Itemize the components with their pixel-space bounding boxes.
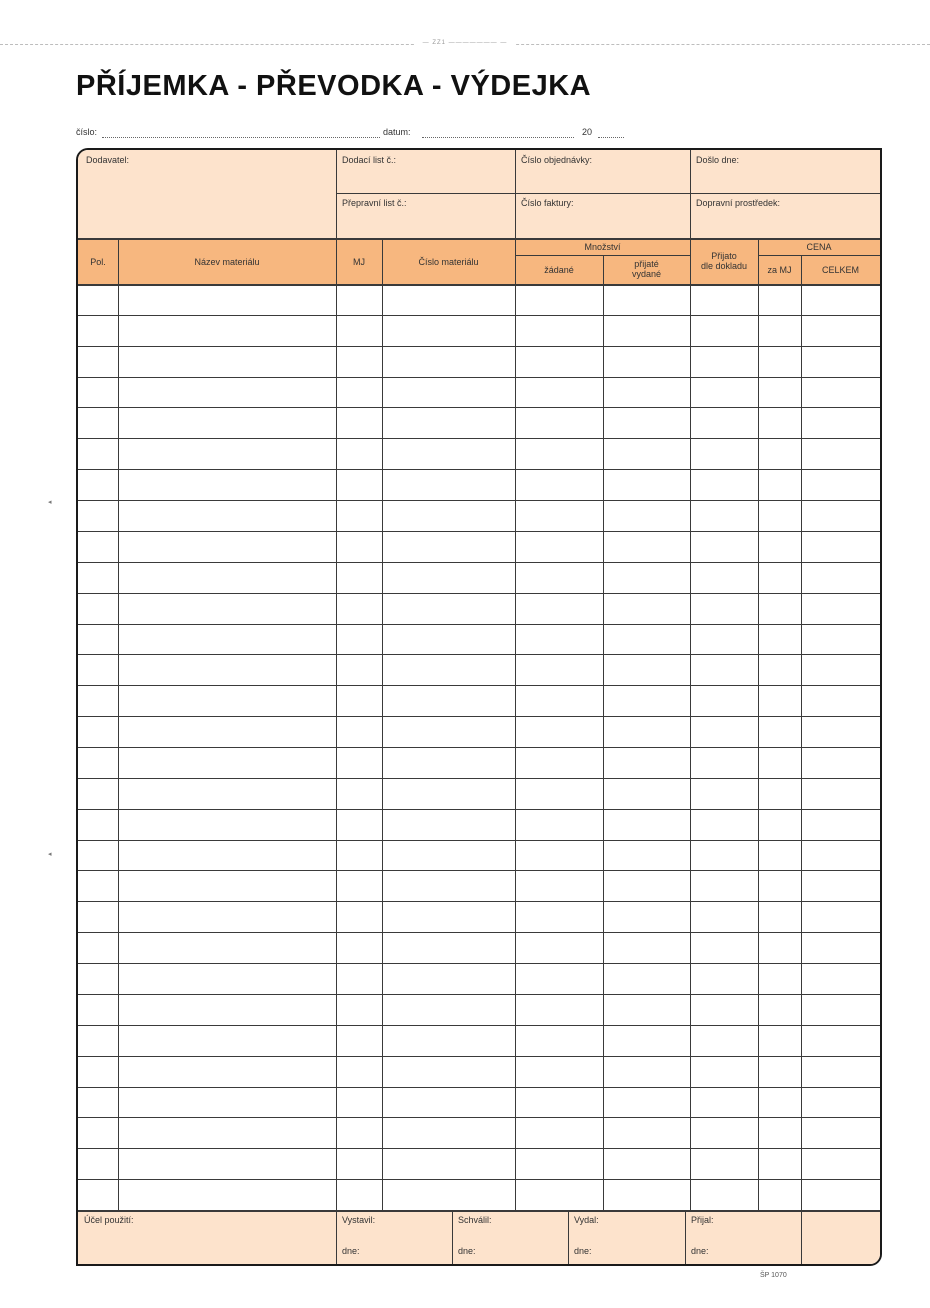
cislo-label: číslo: [76, 127, 98, 137]
col-pol: Pol. [90, 257, 106, 267]
prijal-dne-label: dne: [691, 1246, 709, 1256]
prijal-label: Přijal: [691, 1215, 714, 1225]
datum-label: datum: [383, 127, 411, 137]
row-divider [78, 901, 880, 902]
dodavatel-label: Dodavatel: [86, 155, 130, 165]
col-prijato-line2: dle dokladu [700, 261, 748, 271]
row-divider [78, 685, 880, 686]
col-prijate-line2: vydané [631, 269, 662, 279]
table-row[interactable] [78, 1148, 880, 1179]
table-row[interactable] [78, 624, 880, 655]
row-divider [78, 1179, 880, 1180]
row-divider [78, 1087, 880, 1088]
table-row[interactable] [78, 840, 880, 871]
table-row[interactable] [78, 346, 880, 377]
schvalil-dne-label: dne: [458, 1246, 476, 1256]
table-row[interactable] [78, 1179, 880, 1210]
top-tag: — ZZ1 ——————— — [415, 36, 515, 50]
table-row[interactable] [78, 377, 880, 408]
row-divider [78, 932, 880, 933]
table-row[interactable] [78, 469, 880, 500]
row-divider [78, 870, 880, 871]
table-row[interactable] [78, 778, 880, 809]
row-divider [78, 1148, 880, 1149]
row-divider [78, 716, 880, 717]
col-prijato-line1: Přijato [711, 251, 737, 261]
doslo-dne-label: Došlo dne: [696, 155, 740, 165]
table-row[interactable] [78, 1056, 880, 1087]
row-divider [78, 407, 880, 408]
row-divider [78, 840, 880, 841]
col-cena: CENA [806, 242, 832, 252]
col-zadane: žádané [544, 265, 574, 275]
table-row[interactable] [78, 716, 880, 747]
row-divider [78, 346, 880, 347]
table-row[interactable] [78, 901, 880, 932]
dopravni-prostredek-label: Dopravní prostředek: [696, 198, 781, 208]
col-za-mj: za MJ [767, 265, 792, 275]
ucel-pouziti-label: Účel použití: [84, 1215, 134, 1225]
col-mnozstvi: Množství [584, 242, 621, 252]
table-row[interactable] [78, 1087, 880, 1118]
table-row[interactable] [78, 685, 880, 716]
row-divider [78, 562, 880, 563]
year-field[interactable] [598, 137, 624, 138]
row-divider [78, 1056, 880, 1057]
row-divider [78, 593, 880, 594]
col-prijate-line1: přijaté [634, 259, 659, 269]
form-code: ŠP 1070 [760, 1272, 787, 1279]
datum-field[interactable] [422, 137, 574, 138]
row-divider [78, 654, 880, 655]
table-row[interactable] [78, 407, 880, 438]
table-row[interactable] [78, 747, 880, 778]
cislo-objednavky-label: Číslo objednávky: [521, 155, 593, 165]
row-divider [78, 377, 880, 378]
row-divider [78, 994, 880, 995]
table-row[interactable] [78, 1025, 880, 1056]
col-mj: MJ [353, 257, 365, 267]
table-row[interactable] [78, 562, 880, 593]
col-nazev: Název materiálu [194, 257, 260, 267]
row-divider [78, 438, 880, 439]
row-divider [78, 1025, 880, 1026]
table-row[interactable] [78, 932, 880, 963]
table-row[interactable] [78, 438, 880, 469]
top-info-block [78, 150, 880, 238]
table-row[interactable] [78, 809, 880, 840]
row-divider [78, 531, 880, 532]
cislo-field[interactable] [102, 137, 380, 138]
cislo-faktury-label: Číslo faktury: [521, 198, 574, 208]
row-divider [78, 778, 880, 779]
row-divider [78, 624, 880, 625]
table-row[interactable] [78, 654, 880, 685]
col-cislo-materialu: Číslo materiálu [418, 257, 479, 267]
prepravni-list-label: Přepravní list č.: [342, 198, 407, 208]
row-divider [78, 747, 880, 748]
table-row[interactable] [78, 531, 880, 562]
table-row[interactable] [78, 593, 880, 624]
page-title: PŘÍJEMKA - PŘEVODKA - VÝDEJKA [76, 70, 592, 102]
side-mark-top: ◂ [48, 499, 52, 506]
table-row[interactable] [78, 315, 880, 346]
vydal-label: Vydal: [574, 1215, 599, 1225]
schvalil-label: Schválil: [458, 1215, 492, 1225]
table-row[interactable] [78, 994, 880, 1025]
row-divider [78, 1117, 880, 1118]
table-row[interactable] [78, 1117, 880, 1148]
table-row[interactable] [78, 284, 880, 315]
col-celkem: CELKEM [821, 265, 859, 275]
side-mark-bottom: ◂ [48, 851, 52, 858]
receipt-form [76, 148, 882, 1266]
vystavil-dne-label: dne: [342, 1246, 360, 1256]
table-row[interactable] [78, 963, 880, 994]
vystavil-label: Vystavil: [342, 1215, 376, 1225]
dodaci-list-label: Dodací list č.: [342, 155, 397, 165]
table-row[interactable] [78, 870, 880, 901]
row-divider [78, 315, 880, 316]
row-divider [78, 500, 880, 501]
row-divider [78, 963, 880, 964]
year-label: 20 [582, 127, 593, 137]
row-divider [78, 469, 880, 470]
vydal-dne-label: dne: [574, 1246, 592, 1256]
row-divider [78, 809, 880, 810]
table-row[interactable] [78, 500, 880, 531]
